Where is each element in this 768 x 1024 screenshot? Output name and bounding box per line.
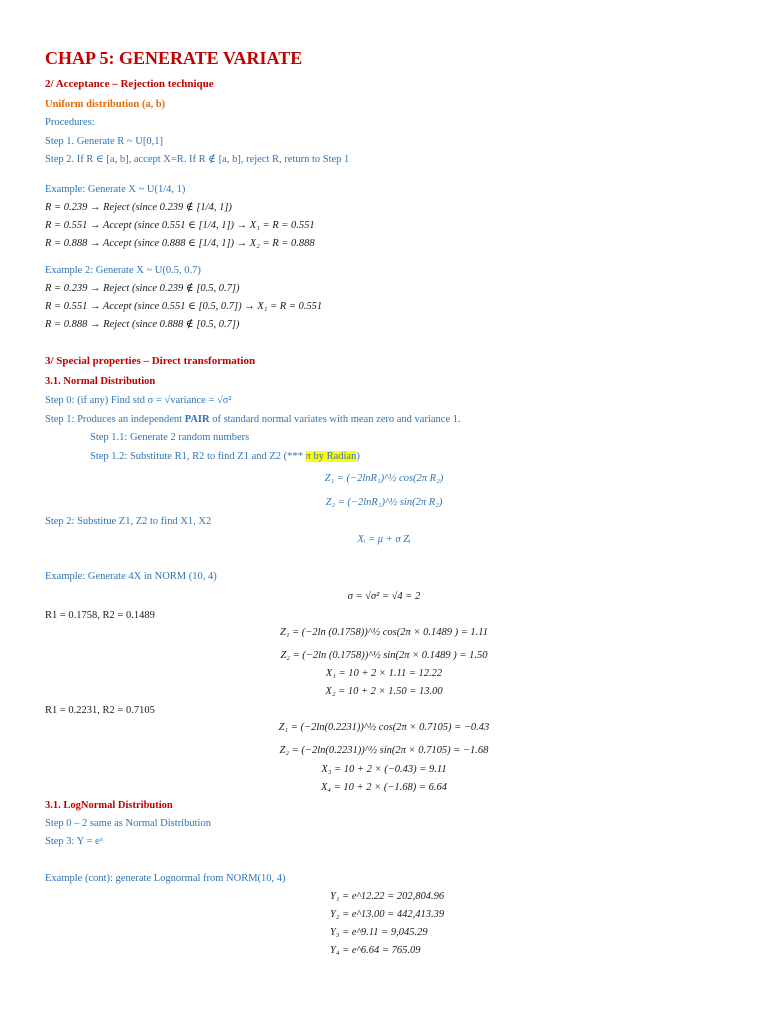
lognormal-line: Y₃ = e^9.11 = 9,045.29	[330, 927, 428, 938]
step-1-2-text: Step 1.2: Substitute R1, R2 to find Z1 and Z2 (***	[90, 451, 306, 462]
example-1-line: R = 0.888 → Accept (since 0.888 ∈ [1/4, 1]) → X₂ = R = 0.888	[45, 238, 315, 249]
normal-step-1-1: Step 1.1: Generate 2 random numbers	[90, 432, 250, 443]
uniform-step-1: Step 1. Generate R ~ U[0,1]	[45, 136, 163, 147]
normal-step-1	[45, 413, 461, 426]
pair-2-line: X₄ = 10 + 2 × (−1.68) = 6.64	[321, 782, 447, 793]
uniform-step-2: Step 2. If R ∈ [a, b], accept X=R. If R ∉ [a, b], reject R, return to Step 1	[45, 154, 350, 165]
sigma-calculation: σ = √σ² = √4 = 2	[347, 591, 421, 602]
example-2-line: R = 0.551 → Accept (since 0.551 ∈ [0.5, 0.7]) → X₁ = R = 0.551	[45, 301, 323, 312]
pair-2-line: Z₁ = (−2ln(0.2231))^½ cos(2π × 0.7105) = −0.43	[278, 722, 490, 733]
step-1-bold: PAIR	[184, 414, 210, 425]
lognormal-line: Y₁ = e^12.22 = 202,804.96	[330, 891, 445, 902]
normal-step-2: Step 2: Substitue Z1, Z2 to find X1, X2	[45, 516, 212, 527]
lognormal-line: Y₄ = e^6.64 = 765.09	[330, 945, 421, 956]
normal-example-label: Example: Generate 4X in NORM (10, 4)	[45, 571, 217, 582]
lognormal-heading: 3.1. LogNormal Distribution	[45, 800, 173, 811]
step-1-2-text: )	[356, 451, 360, 462]
procedures-label: Procedures:	[45, 117, 95, 128]
lognormal-example-label: Example (cont): generate Lognormal from NORM(10, 4)	[45, 873, 286, 884]
section-3-heading: 3/ Special properties – Direct transformation	[45, 355, 256, 367]
pair-1-line: X₁ = 10 + 2 × 1.11 = 12.22	[325, 668, 443, 679]
example-2-line: R = 0.888 → Reject (since 0.888 ∉ [0.5, 0.7])	[45, 319, 240, 330]
random-pair-2: R1 = 0.2231, R2 = 0.7105	[45, 705, 155, 716]
random-pair-1: R1 = 0.1758, R2 = 0.1489	[45, 610, 155, 621]
x-formula: Xᵢ = μ + σ Zᵢ	[357, 534, 411, 545]
step-1-text: of standard normal variates with mean zero and variance 1.	[209, 414, 461, 425]
page-title: CHAP 5: GENERATE VARIATE	[45, 48, 303, 68]
normal-step-0: Step 0: (if any) Find std σ = √variance = √σ²	[45, 395, 232, 406]
example-1-label: Example: Generate X ~ U(1/4, 1)	[45, 184, 186, 195]
section-2-heading: 2/ Acceptance – Rejection technique	[45, 78, 214, 90]
pair-1-line: Z₂ = (−2ln (0.1758))^½ sin(2π × 0.1489 ) = 1.50	[280, 650, 488, 661]
normal-step-1-2	[90, 450, 360, 463]
radian-highlight: π by Radian	[305, 451, 357, 462]
z1-formula: Z₁ = (−2lnR₁)^½ cos(2π R₂)	[324, 473, 444, 484]
lognormal-line: Y₂ = e^13.00 = 442,413.39	[330, 909, 445, 920]
example-2-line: R = 0.239 → Reject (since 0.239 ∉ [0.5, 0.7])	[45, 283, 240, 294]
example-2-label: Example 2: Generate X ~ U(0.5, 0.7)	[45, 265, 201, 276]
lognormal-step-3: Step 3: Y = eˣ	[45, 836, 103, 847]
normal-distribution-heading: 3.1. Normal Distribution	[45, 376, 156, 387]
uniform-subheading: Uniform distribution (a, b)	[45, 99, 166, 110]
step-1-text: Step 1: Produces an independent	[45, 414, 185, 425]
pair-1-line: Z₁ = (−2ln (0.1758))^½ cos(2π × 0.1489 ) = 1.11	[279, 627, 488, 638]
pair-2-line: X₃ = 10 + 2 × (−0.43) = 9.11	[321, 764, 447, 775]
example-1-line: R = 0.551 → Accept (since 0.551 ∈ [1/4, 1]) → X₁ = R = 0.551	[45, 220, 315, 231]
lognormal-step-0: Step 0 – 2 same as Normal Distribution	[45, 818, 211, 829]
z2-formula: Z₂ = (−2lnR₁)^½ sin(2π R₂)	[325, 497, 443, 508]
pair-2-line: Z₂ = (−2ln(0.2231))^½ sin(2π × 0.7105) = −1.68	[279, 745, 489, 756]
example-1-line: R = 0.239 → Reject (since 0.239 ∉ [1/4, 1])	[45, 202, 232, 213]
pair-1-line: X₂ = 10 + 2 × 1.50 = 13.00	[325, 686, 443, 697]
